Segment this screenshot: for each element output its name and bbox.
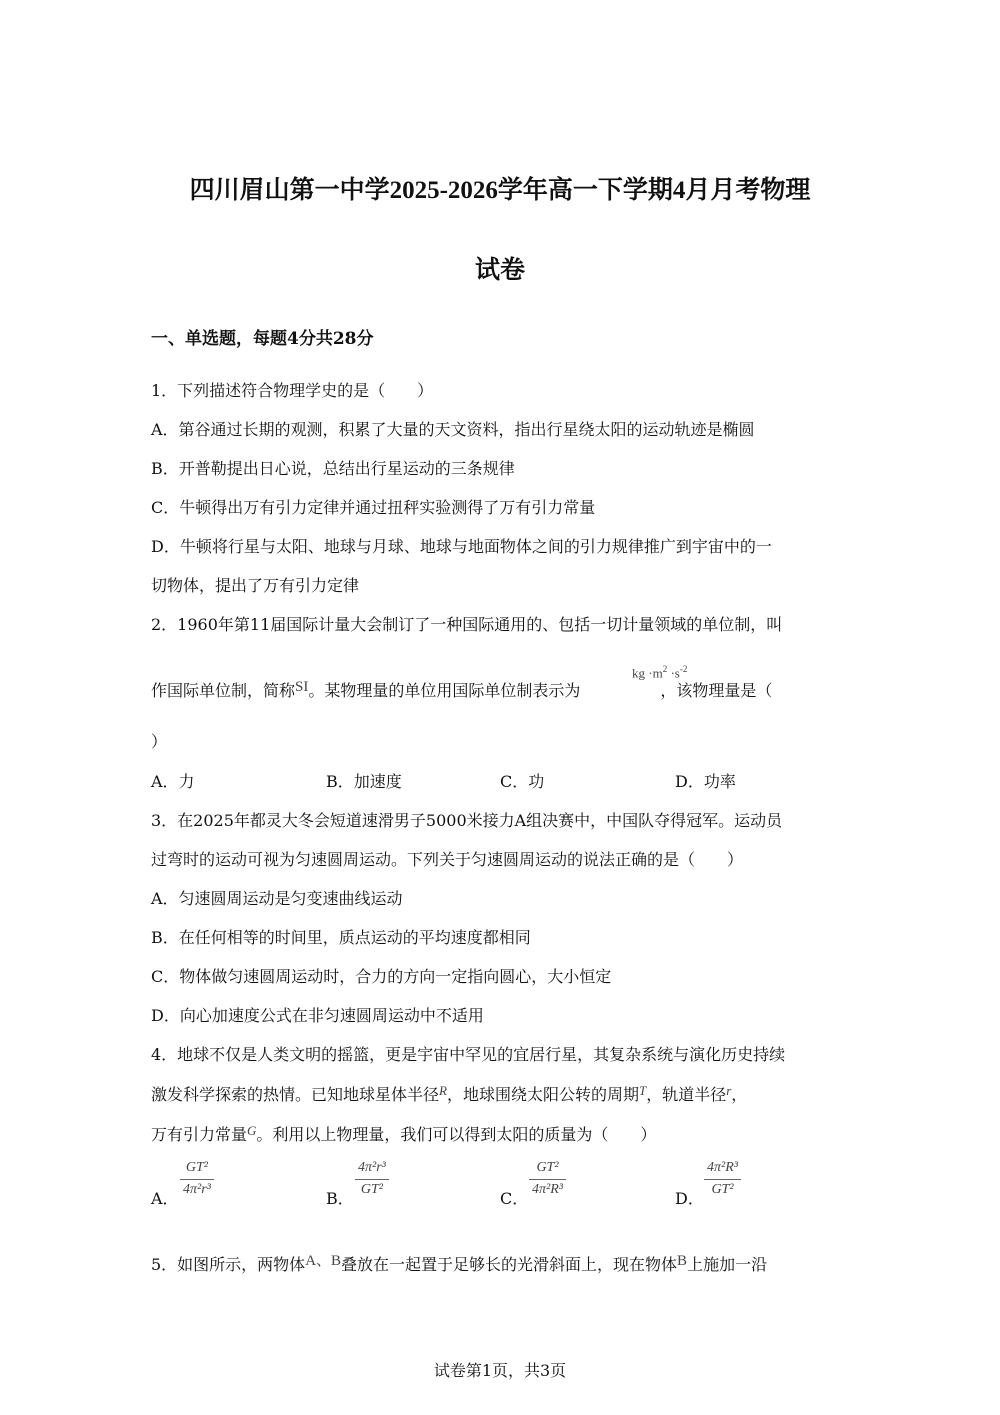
unit-expression [632,664,687,681]
q2-option-b: B．加速度 [326,772,402,791]
q4-option-d-label: D． [675,1189,704,1208]
q2-option-c: C．功 [500,772,545,791]
q4-option-b-fraction [355,1160,389,1198]
q2-stem-line2 [151,678,772,701]
fraction-numerator: GT² [185,1160,208,1175]
fraction-denominator: 4π²R³ [532,1182,563,1197]
q1-option-a: A．第谷通过长期的观测，积累了大量的天文资料，指出行星绕太阳的运动轨迹是椭圆 [151,420,755,439]
q4-stem-line1: 4．地球不仅是人类文明的摇篮，更是宇宙中罕见的宜居行星，其复杂系统与演化历史持续 [151,1045,786,1064]
var-T: T [638,1083,647,1098]
unit-s: ·s [670,665,680,681]
q4-option-a-label: A． [151,1189,179,1208]
q3-option-b: B．在任何相等的时间里，质点运动的平均速度都相同 [151,928,531,947]
q2-text-b: 。某物理量的单位用国际单位制表示为 [308,681,581,700]
q4-option-b-label: B． [326,1189,354,1208]
q3-option-a: A．匀速圆周运动是匀变速曲线运动 [151,889,403,908]
var-R: R [439,1083,447,1098]
q4-text-e: 万有引力常量 [151,1125,248,1144]
q3-stem-line2: 过弯时的运动可视为匀速圆周运动。下列关于匀速圆周运动的说法正确的是（ ） [151,850,744,869]
q5-text-a: 5．如图所示，两物体 [151,1255,306,1274]
fraction-numerator: 4π²r³ [358,1160,386,1175]
var-B: B [677,1253,688,1269]
q1-option-b: B．开普勒提出日心说，总结出行星运动的三条规律 [151,459,515,478]
q4-option-a-fraction [180,1160,214,1198]
q4-stem-line3 [151,1122,656,1145]
q1-option-d-line1: D．牛顿将行星与太阳、地球与月球、地球与地面物体之间的引力规律推广到宇宙中的一 [151,537,772,556]
q4-option-c-fraction [529,1160,566,1198]
q1-option-c: C．牛顿得出万有引力定律并通过扭秤实验测得了万有引力常量 [151,498,596,517]
q5-text-b: 叠放在一起置于足够长的光滑斜面上，现在物体 [341,1255,678,1274]
q3-option-d: D．向心加速度公式在非匀速圆周运动中不适用 [151,1006,484,1025]
q4-option-d-fraction [704,1160,741,1198]
q4-text-d: ， [731,1085,748,1104]
fraction-denominator: 4π²r³ [183,1182,211,1197]
fraction-bar [529,1179,566,1180]
q5-stem-line1 [151,1252,767,1275]
q5-text-c: 上施加一沿 [687,1255,768,1274]
q4-text-b: ，地球围绕太阳公转的周期 [446,1085,639,1104]
unit-s-exponent: -2 [679,664,688,674]
q2-stem-line1: 2．1960年第11届国际计量大会制订了一种国际通用的、包括一切计量领域的单位制，叫 [151,615,783,634]
fraction-denominator: GT² [711,1182,734,1197]
fraction-numerator: GT² [536,1160,559,1175]
page-title-line2: 试卷 [474,257,525,284]
q2-text-c: ，该物理量是（ [660,681,773,700]
q1-stem: 1．下列描述符合物理学史的是（ ） [151,381,434,400]
q4-stem-line2 [151,1082,747,1105]
q4-text-c: ，轨道半径 [646,1085,727,1104]
page-title: 四川眉山第一中学2025-2026学年高一下学期4月月考物理 [189,177,811,204]
si-symbol: SI [295,679,309,695]
page-footer: 试卷第1页，共3页 [433,1361,567,1380]
q4-option-c-label: C． [500,1189,529,1208]
unit-m: ·m [648,665,663,681]
q3-option-c: C．物体做匀速圆周运动时，合力的方向一定指向圆心，大小恒定 [151,967,612,986]
fraction-bar [180,1179,214,1180]
q2-stem-line3: ） [151,732,168,751]
var-AB: A、B [305,1253,342,1269]
q2-option-a: A．力 [151,772,195,791]
fraction-bar [704,1179,741,1180]
q4-text-a: 激发科学探索的热情。已知地球星体半径 [151,1085,440,1104]
q4-text-f: 。利用以上物理量，我们可以得到太阳的质量为（ ） [256,1125,657,1144]
section-heading: 一、单选题，每题4分共28分 [151,329,374,349]
fraction-denominator: GT² [360,1182,383,1197]
fraction-bar [355,1179,389,1180]
fraction-numerator: 4π²R³ [707,1160,738,1175]
q2-text-a: 作国际单位制，简称 [151,681,296,700]
unit-m-exponent: 2 [662,664,668,674]
var-r: r [726,1083,732,1098]
unit-kg: kg [632,665,645,681]
q2-option-d: D．功率 [675,772,736,791]
q3-stem-line1: 3．在2025年都灵大冬会短道速滑男子5000米接力A组决赛中，中国队夺得冠军。运动员 [151,811,783,830]
q1-option-d-line2: 切物体，提出了万有引力定律 [151,576,360,595]
var-G: G [247,1123,257,1138]
